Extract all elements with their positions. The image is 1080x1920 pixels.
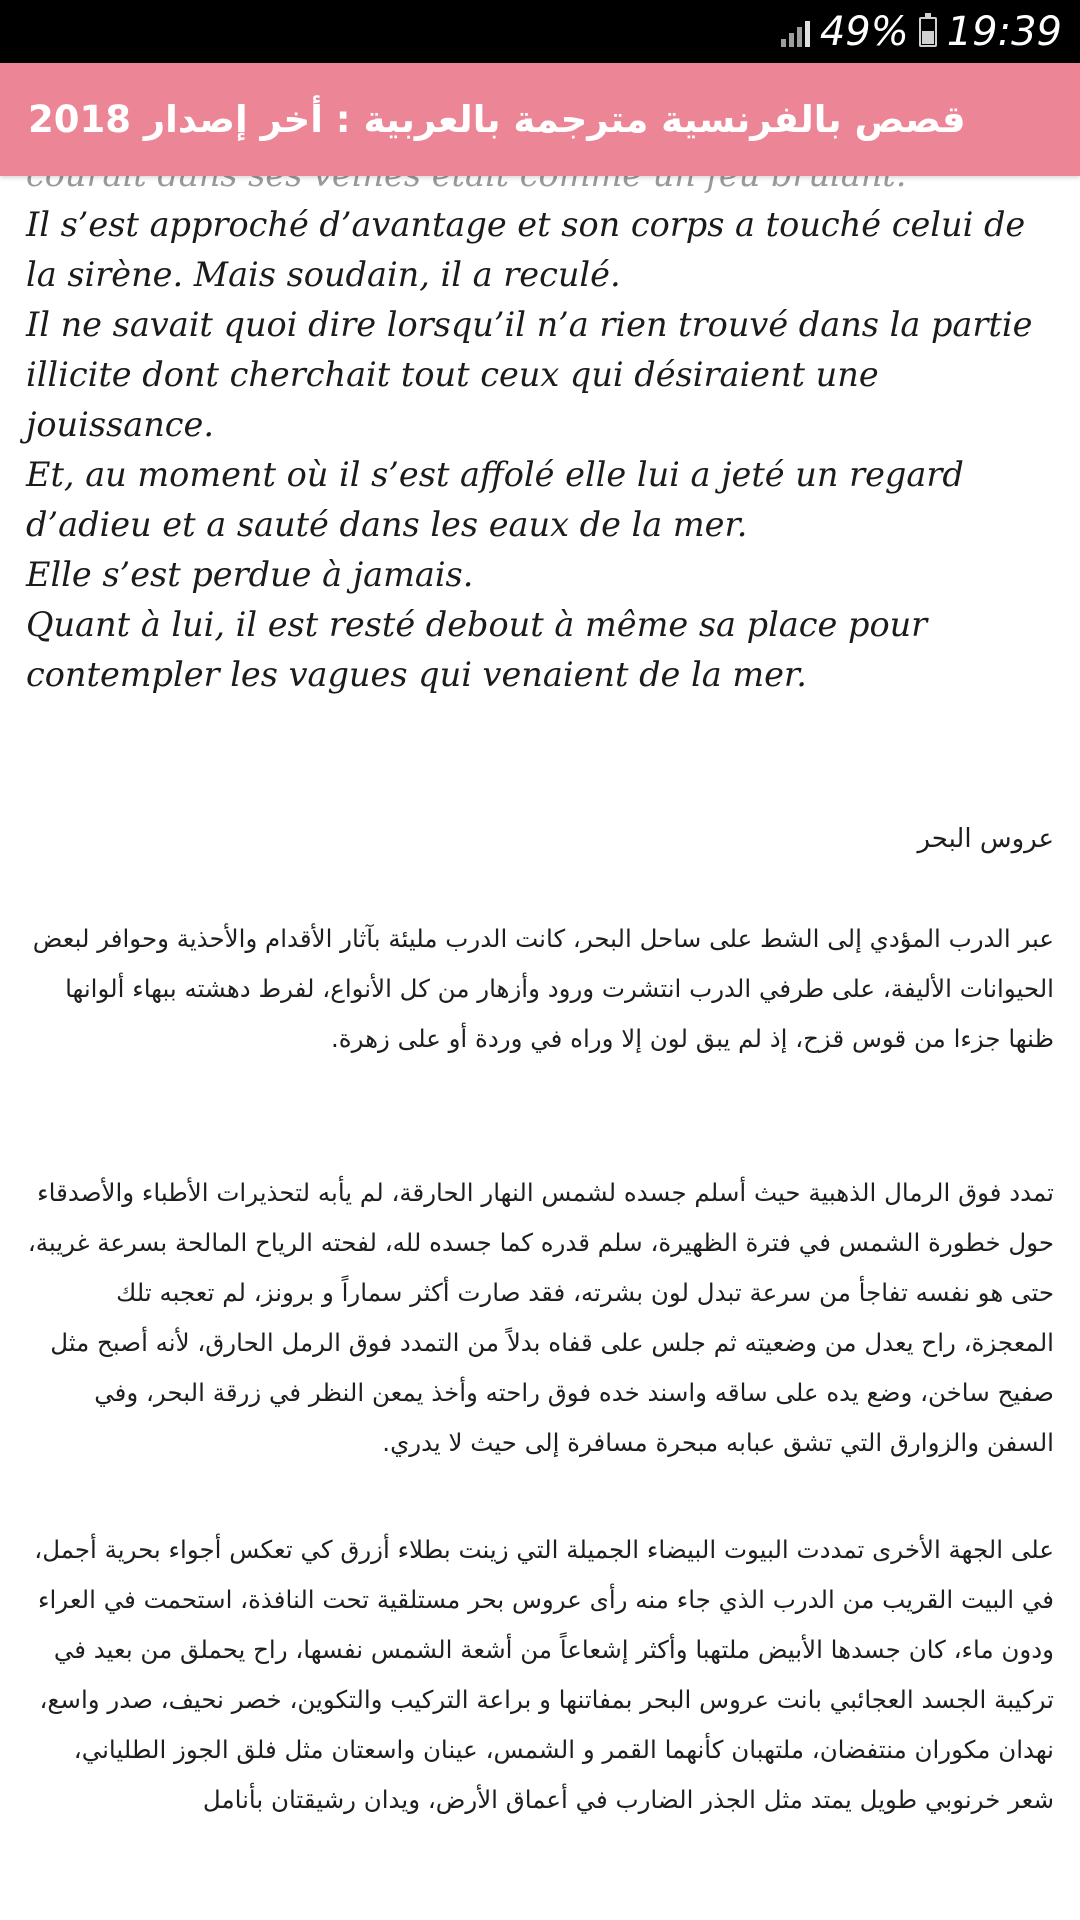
arabic-paragraph-text: تمدد فوق الرمال الذهبية حيث أسلم جسده لشمس النهار الحارقة، لم يأبه لتحذيرات الأطباء والأصدقاء حول خطورة الشمس في فترة الظهيرة، سلم قدره كما جسده لله، لفحته الرياح المالحة بسرعة غريبة، حتى هو نفسه تفاجأ من سرعة تبدل لون بشرته، فقد صارت أكثر سماراً و برونز، لم تعجبه تلك المعجزة، راح يعدل من وضعيته ثم جلس على قفاه بدلاً من التمدد فوق الرمل الحارق، لأنه أصبح مثل صفيح ساخن، وضع يده على ساقه واسند خده فوق راحته وأخذ يمعن النظر في زرقة البحر، وفي السفن والزوارق التي تشق عبابه مبحرة مسافرة إلى حيث لا يدري.	[27, 1178, 1054, 1457]
french-line: Il s’est approché d’avantage et son corps a touché celui de la sirène. Mais soudain, il a reculé.	[26, 205, 1026, 294]
french-line: Il ne savait quoi dire lorsqu’il n’a rien trouvé dans la partie illicite dont cherchait tout ceux qui désiraient une jouissance.	[26, 305, 1033, 444]
arabic-paragraph	[24, 914, 1054, 1064]
french-line: Elle s’est perdue à jamais.	[26, 555, 474, 594]
battery-icon	[919, 17, 937, 47]
french-text	[26, 150, 1056, 700]
story-content[interactable]	[0, 176, 1080, 1920]
battery-percent: 49%	[819, 8, 909, 55]
clock: 19:39	[946, 8, 1062, 55]
arabic-paragraph	[24, 1168, 1054, 1468]
arabic-paragraph	[24, 1525, 1054, 1825]
app-bar	[0, 63, 1080, 176]
status-bar	[0, 0, 1080, 63]
arabic-paragraph-text: على الجهة الأخرى تمددت البيوت البيضاء الجميلة التي زينت بطلاء أزرق كي تعكس أجواء بحرية أجمل، في البيت القريب من الدرب الذي جاء منه رأى عروس بحر مستلقية تحت النافذة، استحمت في العراء ودون ماء، كان جسدها الأبيض ملتهبا وأكثر إشعاعاً من أشعة الشمس نفسها، راح يحملق من بعيد في تركيبة الجسد العجائبي بانت عروس البحر بمفاتنها و براعة التركيب والتكوين، خصر نحيف، صدر واسع، نهدان مكوران منتفضان، ملتهبان كأنهما القمر و الشمس، عينان واسعتان مثل فلق الجوز الطلياني، شعر خرنوبي طويل يمتد مثل الجذر الضارب في أعماق الأرض، ويدان رشيقتان بأنامل	[34, 1535, 1054, 1814]
arabic-story-title: عروس البحر	[917, 824, 1054, 854]
french-line: Quant à lui, il est resté debout à même sa place pour contempler les vagues qui venaient de la mer.	[26, 605, 928, 694]
signal-icon	[781, 17, 810, 47]
app-title: قصص بالفرنسية مترجمة بالعربية : أخر إصدار 2018	[28, 98, 966, 141]
french-line: Et, au moment où il s’est affolé elle lui a jeté un regard d’adieu et a sauté dans les eaux de la mer.	[26, 455, 964, 544]
arabic-paragraph-text: عبر الدرب المؤدي إلى الشط على ساحل البحر، كانت الدرب مليئة بآثار الأقدام والأحذية وحوافر لبعض الحيوانات الأليفة، على طرفي الدرب انتشرت ورود وأزهار من كل الأنواع، لفرط دهشته ببهاء ألوانها ظنها جزءا من قوس قزح، إذ لم يبق لون إلا وراه في وردة أو على زهرة.	[32, 924, 1054, 1053]
